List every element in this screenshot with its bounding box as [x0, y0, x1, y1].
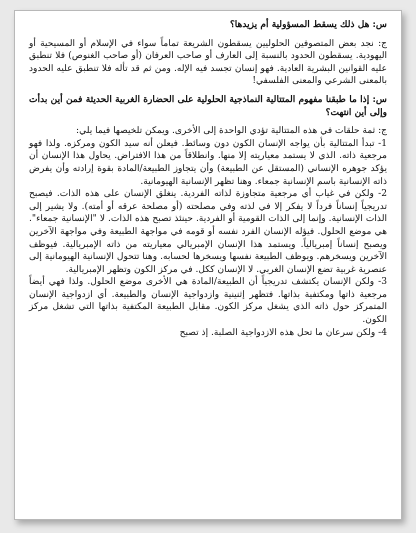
- document-page: [14, 10, 402, 520]
- answer-2-intro: ج: ثمة حلقات في هذه المتتالية تؤدي الواحدة إلى الأخرى. ويمكن تلخيصها فيما يلي:: [76, 126, 387, 137]
- answer-1: ج: نجد بعض المتصوفين الحلوليين يسقطون الشريعة تماماً سواء في الإسلام أو المسيحية أو اليهودية. يسقطون الحدود بالنسبة إلى العارف أو صاحب العرفان (أو صاحب الغنوص) فلا تنطبق عليه القوانين البشرية العادية. فهو إنسان تجسد فيه الإله. ومن ثم قد تأله فلا تنطبق عليه الحدود بالمعنى الشرعي والمعنى الفلسفي!: [29, 38, 387, 87]
- question-1: س: هل ذلك يسقط المسؤولية أم يزيدها؟: [229, 19, 387, 30]
- answer-2-point-1: 1- تبدأ المتتالية بأن يواجه الإنسان الكون دون وسائط. فيعلن أنه سيد الكون ومركزه. ولذا فهو مرجعية ذاته. الذي لا يستمد معياريته إلا منها. وانطلاقاً من هذا الافتراض. يحاول هذا الإنسان أن يؤكد جوهره الإنساني (المستقل عن الطبيعة) وأن يتجاوز الطبيعة/المادة بقوة إرادته وأن يفرض ذاته الإنسانية باسم الإنسانية جمعاء. وهنا تظهر الإنسانية الهيومانية.: [29, 138, 387, 187]
- answer-2-point-4: 4- ولكن سرعان ما تحل هذه الازدواجية الصلبة. إذ تصبح: [179, 327, 387, 338]
- question-2: س: إذا ما طبقنا مفهوم المتتالية النماذجية الحلولية على الحضارة الغربية الحديثة فمن أين بدأت وإلى أين انتهت؟: [29, 93, 387, 118]
- answer-2-point-3: 3- ولكن الإنسان يكتشف تدريجياً أن الطبيعة/المادة هي الأخرى موضع الحلول. ولذا فهي أيضاً مرجعية ذاتها ومكتفية بذاتها. فتظهر إثنينية وازدواجية الإنسان والطبيعة. أي ازدواجية الإنسان المتمركز حول ذاته الذي يشغل مركز الكون. مقابل الطبيعة المكتفية بذاتها التي تشغل مركز الكون.: [29, 277, 387, 326]
- answer-2-point-2: 2- ولكن في غياب أي مرجعية متجاوزة لذاته الفردية. ينغلق الإنسان على هذه الذات. فيصبح تدريجياً إنساناً فرداً لا يفكر إلا في لذته وفي مصلحته (أو مصلحة عرقه أو أمته). ولا يشير إلى الذات الإنسانية. وإنما إلى الذات القومية أو الفردية. حينئذ تصبح هذه الذات. لا "الإنسانية جمعاء". هي موضع الحلول. فيؤله الإنسان الفرد نفسه أو قومه في مواجهة الطبيعة وفي مواجهة الآخرين ويصبح إنساناً إمبريالياً. ويستمد هذا الإنسان الإمبريالي معياريته من ذاته الإمبريالية. فيوظف الآخرين ويسخرهم. ويوظف الطبيعة نفسها ويسخرها لحسابه. وهنا تتحول الإنسانية الهيومانية إلى عنصرية غربية تضع الإنسان الغربي. لا الإنسان ككل. في مركز الكون وتظهر الإمبريالية.: [29, 189, 387, 275]
